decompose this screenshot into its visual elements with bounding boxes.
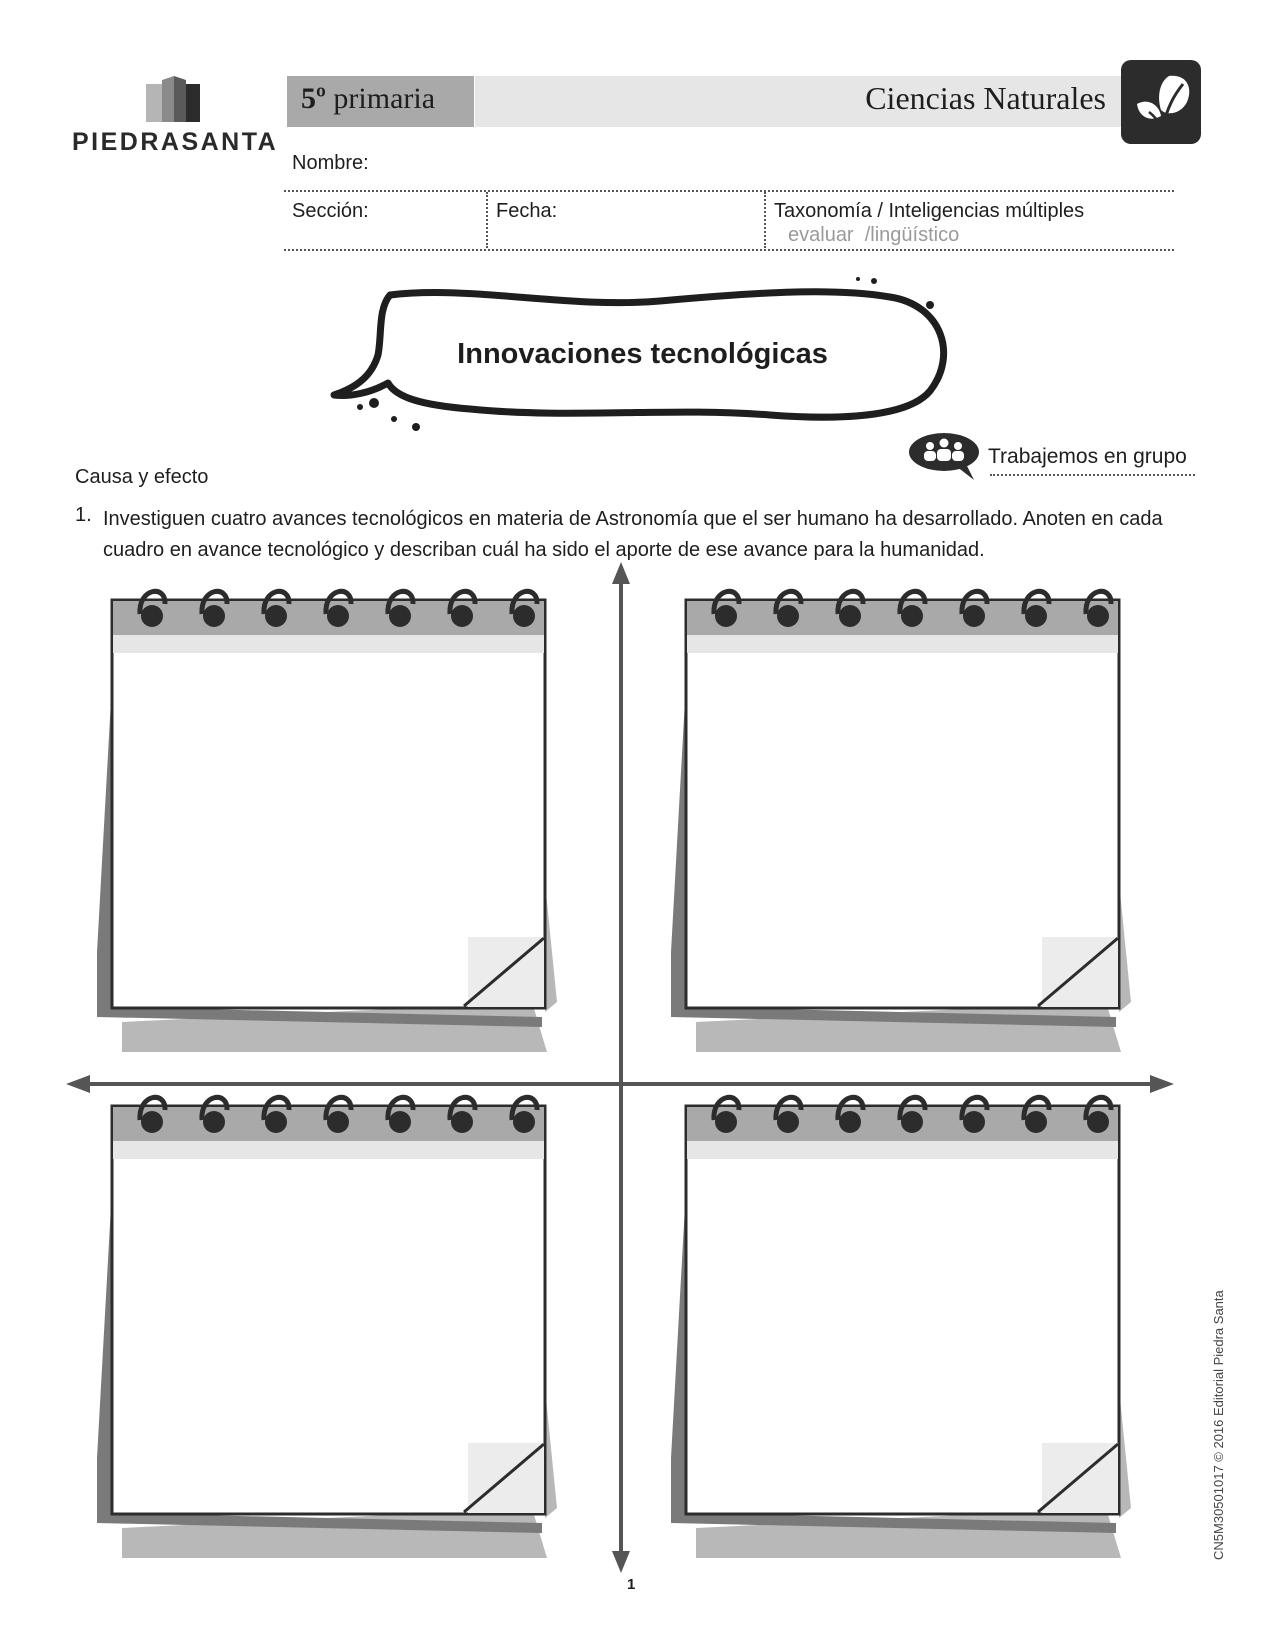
- notepad-binding-strip: [687, 1141, 1118, 1159]
- name-field-label: Nombre:: [292, 152, 369, 174]
- ring-hole: [203, 605, 225, 627]
- copyright-notice: CN5M30501017 © 2016 Editorial Piedra Santa: [1211, 1290, 1226, 1560]
- ring-hole: [265, 605, 287, 627]
- form-bottom-line: [284, 249, 1174, 251]
- grade-label: [301, 82, 435, 116]
- book-logo-icon: [146, 76, 200, 122]
- ring-hole: [513, 1111, 535, 1133]
- taxonomy-label: Taxonomía / Inteligencias múltiples: [774, 200, 1085, 222]
- group-work-underline: [990, 474, 1195, 476]
- ring-hole: [1025, 605, 1047, 627]
- question-text: Investiguen cuatro avances tecnológicos en materia de Astronomía que el ser humano ha desarrollado. Anoten en cada cuadro en avance tecnológico y describan cuál ha sido el aporte de ese avance para la humanidad.: [103, 508, 1163, 561]
- field-divider: [486, 192, 488, 248]
- ring-hole: [777, 605, 799, 627]
- ring-hole: [1025, 1111, 1047, 1133]
- worksheet-title: Innovaciones tecnológicas: [457, 338, 828, 370]
- notepad-top-right[interactable]: [666, 582, 1136, 1052]
- section-field-label: Sección:: [292, 200, 369, 222]
- page-number: 1: [627, 1576, 636, 1593]
- subject-title: Ciencias Naturales: [865, 80, 1106, 116]
- ring-hole: [265, 1111, 287, 1133]
- ring-hole: [963, 1111, 985, 1133]
- pad-shadow: [1119, 882, 1131, 1012]
- leaf-icon: [1121, 60, 1201, 144]
- notepad-binding-strip: [113, 1141, 544, 1159]
- ring-hole: [963, 605, 985, 627]
- ring-hole: [839, 605, 861, 627]
- grade-number: 5º: [301, 82, 326, 115]
- notepad-top-left[interactable]: [92, 582, 562, 1052]
- date-field-label: Fecha:: [496, 200, 558, 222]
- ring-hole: [389, 605, 411, 627]
- group-icon: [908, 432, 984, 482]
- ring-hole: [1087, 605, 1109, 627]
- ring-hole: [839, 1111, 861, 1133]
- pad-shadow: [545, 1388, 557, 1518]
- notepad-binding-strip: [687, 635, 1118, 653]
- pad-shadow: [1119, 1388, 1131, 1518]
- question-number: 1.: [75, 504, 92, 526]
- field-divider: [764, 192, 766, 248]
- ring-hole: [327, 1111, 349, 1133]
- taxonomy-value: evaluar /lingüístico: [788, 224, 960, 246]
- ring-hole: [389, 1111, 411, 1133]
- ring-hole: [1087, 1111, 1109, 1133]
- ring-hole: [451, 605, 473, 627]
- publisher-logo-text: PIEDRASANTA: [72, 128, 279, 156]
- pad-shadow: [545, 882, 557, 1012]
- grade-word: primaria: [333, 82, 436, 115]
- notepad-binding-strip: [113, 635, 544, 653]
- ring-hole: [451, 1111, 473, 1133]
- ring-hole: [901, 1111, 923, 1133]
- ring-hole: [901, 605, 923, 627]
- ring-hole: [715, 1111, 737, 1133]
- ring-hole: [141, 1111, 163, 1133]
- name-field-line[interactable]: [284, 190, 1174, 192]
- notepad-bottom-right[interactable]: [666, 1088, 1136, 1558]
- ring-hole: [715, 605, 737, 627]
- group-work-label: Trabajemos en grupo: [988, 445, 1187, 468]
- ring-hole: [327, 605, 349, 627]
- ring-hole: [141, 605, 163, 627]
- notepad-bottom-left[interactable]: [92, 1088, 562, 1558]
- ring-hole: [203, 1111, 225, 1133]
- ring-hole: [513, 605, 535, 627]
- section-heading: Causa y efecto: [75, 466, 209, 488]
- ring-hole: [777, 1111, 799, 1133]
